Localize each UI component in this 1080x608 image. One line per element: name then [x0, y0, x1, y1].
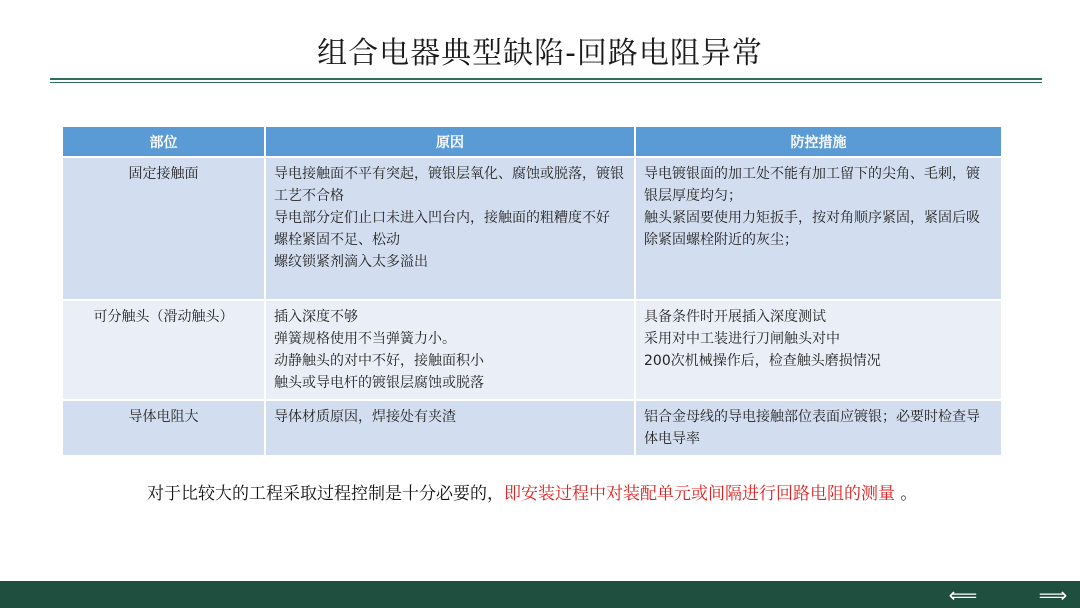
measure-line: 导电镀银面的加工处不能有加工留下的尖角、毛刺，镀银层厚度均匀； — [644, 166, 980, 204]
footer-bar — [0, 581, 1080, 608]
header-part: 部位 — [63, 127, 265, 157]
cause-line: 插入深度不够 — [274, 309, 358, 325]
cell-part: 固定接触面 — [63, 157, 265, 300]
cause-line: 触头或导电杆的镀银层腐蚀或脱落 — [274, 375, 484, 391]
measure-line: 具备条件时开展插入深度测试 — [644, 309, 826, 325]
cell-causes — [265, 300, 635, 400]
cause-line: 动静触头的对中不好，接触面积小 — [274, 353, 484, 369]
cell-causes — [265, 157, 635, 300]
cause-line: 螺纹锁紧剂滴入太多溢出 — [274, 254, 428, 270]
cause-line: 导体材质原因，焊接处有夹渣 — [274, 409, 456, 425]
cell-part: 可分触头（滑动触头） — [63, 300, 265, 400]
cell-measures — [635, 157, 1001, 300]
page-title: 组合电器典型缺陷-回路电阻异常 — [317, 36, 763, 71]
table-row — [63, 300, 1001, 400]
cause-line: 螺栓紧固不足、松动 — [274, 232, 400, 248]
header-measure: 防控措施 — [635, 127, 1001, 157]
header-cause: 原因 — [265, 127, 635, 157]
cell-measures — [635, 400, 1001, 456]
table-header-row — [63, 127, 1001, 157]
prev-arrow-icon[interactable]: ⟸ — [948, 583, 978, 607]
cell-part: 导体电阻大 — [63, 400, 265, 456]
measure-line: 200次机械操作后，检查触头磨损情况 — [644, 353, 881, 369]
table-row — [63, 157, 1001, 300]
table-row — [63, 400, 1001, 456]
cause-line: 弹簧规格使用不当弹簧力小。 — [274, 331, 456, 347]
cause-line: 导电接触面不平有突起，镀银层氧化、腐蚀或脱落，镀银工艺不合格 — [274, 166, 624, 204]
title-divider-thin — [50, 82, 1042, 83]
cell-causes — [265, 400, 635, 456]
defect-table — [63, 127, 1001, 457]
cell-measures — [635, 300, 1001, 400]
title-divider — [50, 78, 1042, 80]
measure-line: 铝合金母线的导电接触部位表面应镀银；必要时检查导体电导率 — [644, 409, 980, 447]
next-arrow-icon[interactable]: ⟹ — [1038, 583, 1068, 607]
note-highlight: 即安装过程中对装配单元或间隔进行回路电阻的测量 — [504, 484, 895, 504]
note-end: 。 — [895, 484, 918, 504]
measure-line: 触头紧固要使用力矩扳手，按对角顺序紧固，紧固后吸除紧固螺栓附近的灰尘； — [644, 210, 980, 248]
note-text: 对于比较大的工程采取过程控制是十分必要的， — [147, 484, 504, 504]
summary-note — [147, 482, 947, 506]
measure-line: 采用对中工装进行刀闸触头对中 — [644, 331, 840, 347]
cause-line: 导电部分定们止口未进入凹台内，接触面的粗糟度不好 — [274, 210, 610, 226]
